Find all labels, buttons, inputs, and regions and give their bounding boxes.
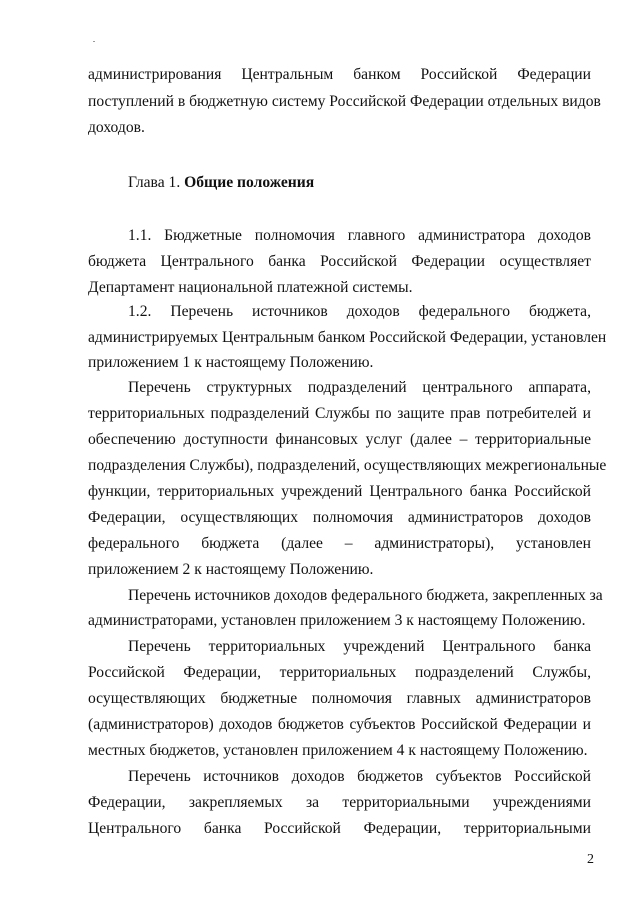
page-number: 2: [587, 852, 594, 867]
p4-line-2: администраторами, установлен приложением 3 к настоящему Положению.: [88, 612, 586, 629]
p5-line-3: осуществляющих бюджетные полномочия главных администраторов: [88, 690, 591, 707]
p6-line-3: Центрального банка Российской Федерации, территориальными: [88, 820, 591, 837]
chapter-prefix: Глава 1.: [128, 174, 181, 191]
intro-line-1: администрирования Центральным банком Российской Федерации: [88, 66, 591, 83]
p1-line-1: 1.1. Бюджетные полномочия главного администратора доходов: [128, 227, 591, 244]
p5-line-4: (администраторов) доходов бюджетов субъектов Российской Федерации и: [88, 716, 591, 733]
chapter-title: Общие положения: [184, 174, 315, 191]
p6-line-1: Перечень источников доходов бюджетов субъектов Российской: [128, 768, 591, 785]
p1-line-2: бюджета Центрального банка Российской Федерации осуществляет: [88, 253, 591, 270]
p4-line-1: Перечень источников доходов федерального бюджета, закрепленных за: [128, 587, 603, 604]
p2-line-2: администрируемых Центральным банком Российской Федерации, установлен: [88, 329, 607, 346]
p6-line-2: Федерации, закрепляемых за территориальными учреждениями: [88, 794, 591, 811]
p3-line-5: функции, территориальных учреждений Центрального банка Российской: [88, 483, 591, 500]
p5-line-5: местных бюджетов, установлен приложением 4 к настоящему Положению.: [88, 742, 588, 759]
p3-line-2: территориальных подразделений Службы по защите прав потребителей и: [88, 405, 591, 422]
intro-line-2: поступлений в бюджетную систему Российской Федерации отдельных видов: [88, 93, 601, 110]
p5-line-2: Российской Федерации, территориальных подразделений Службы,: [88, 664, 591, 681]
p3-line-6: Федерации, осуществляющих полномочия администраторов доходов: [88, 509, 591, 526]
chapter-heading: [128, 173, 631, 192]
p3-line-8: приложением 2 к настоящему Положению.: [88, 561, 374, 578]
p5-line-1: Перечень территориальных учреждений Центрального банка: [128, 638, 591, 655]
p3-line-7: федерального бюджета (далее – администраторы), установлен: [88, 535, 591, 552]
intro-line-3: доходов.: [88, 119, 145, 136]
p1-line-3: Департамент национальной платежной системы.: [88, 279, 413, 296]
scan-speck: [93, 41, 95, 42]
p3-line-4: подразделения Службы), подразделений, осуществляющих межрегиональные: [88, 457, 607, 474]
p3-line-1: Перечень структурных подразделений центрального аппарата,: [128, 379, 591, 396]
p3-line-3: обеспечению доступности финансовых услуг (далее – территориальные: [88, 431, 591, 448]
p2-line-3: приложением 1 к настоящему Положению.: [88, 354, 374, 371]
p2-line-1: 1.2. Перечень источников доходов федерального бюджета,: [128, 303, 591, 320]
